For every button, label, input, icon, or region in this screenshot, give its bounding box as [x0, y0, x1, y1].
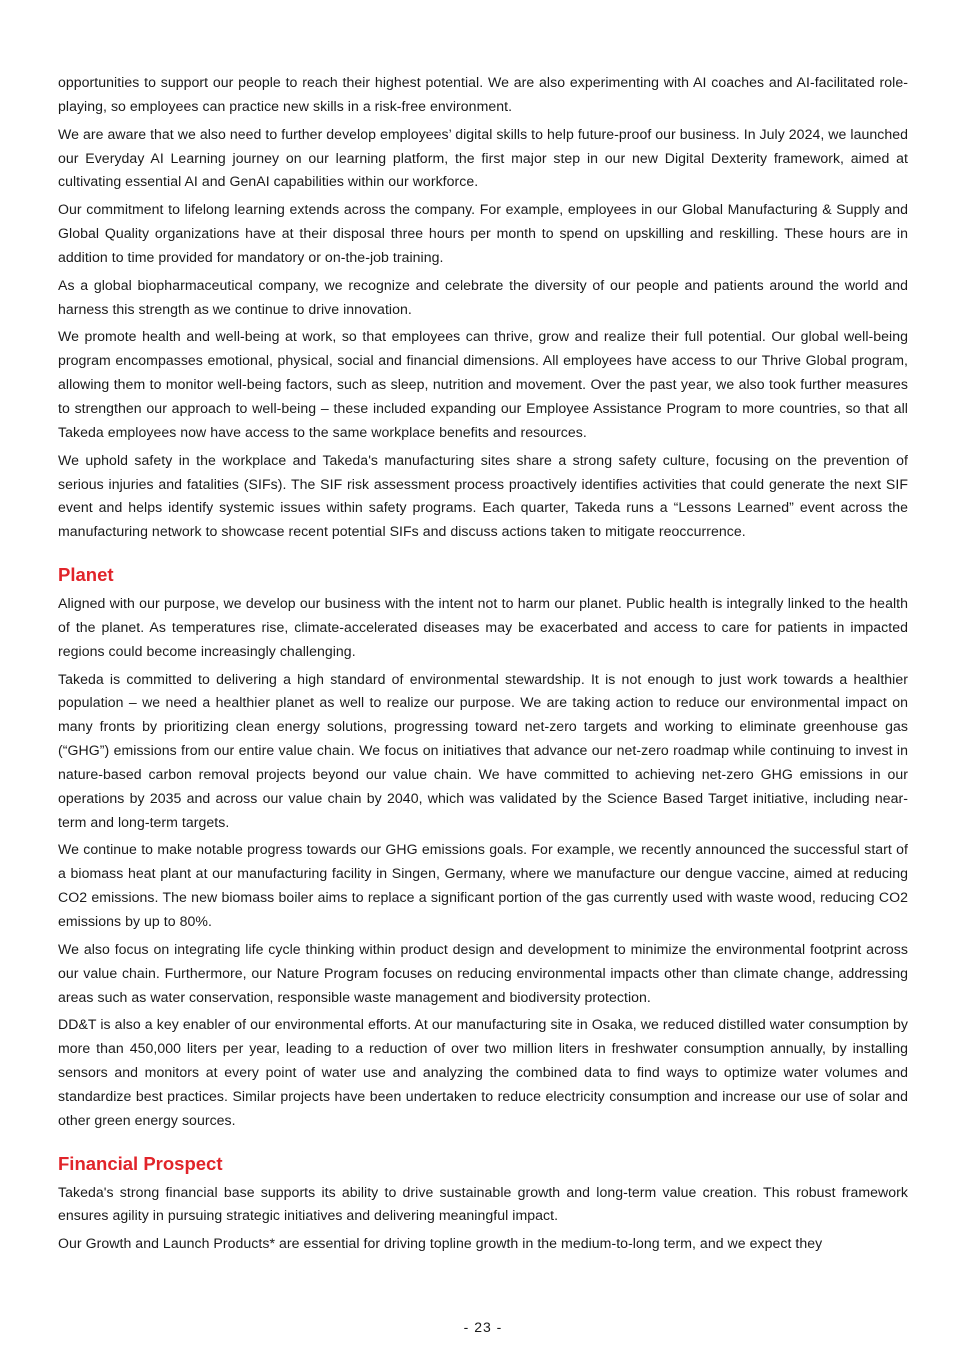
- financial-prospect-heading: Financial Prospect: [58, 1152, 223, 1174]
- financial-paragraph-2: Our Growth and Launch Products* are essential for driving topline growth in the medium-to-long term, and we expect they: [58, 1235, 823, 1252]
- people-paragraph-3: Our commitment to lifelong learning extends across the company. For example, employees in our Global Manufacturing & Supply and Global Quality organizations have at their disposal three hours per month to spend on upskilling and reskilling. These hours are in addition to time provided for mandatory or on-the-job training.: [58, 201, 908, 265]
- planet-heading: Planet: [58, 564, 114, 586]
- people-paragraph-1: opportunities to support our people to reach their highest potential. We are also experimenting with AI coaches and AI-facilitated role-playing, so employees can practice new skills in a risk-free environment.: [58, 74, 908, 114]
- planet-paragraph-4: We also focus on integrating life cycle thinking within product design and development to minimize the environmental footprint across our value chain. Furthermore, our Nature Program focuses on reducing environmental impacts other than climate change, addressing areas such as water conservation, responsible waste management and biodiversity protection.: [58, 940, 908, 1005]
- people-paragraph-4: As a global biopharmaceutical company, we recognize and celebrate the diversity of our people and patients around the world and harness this strength as we continue to drive innovation.: [58, 276, 908, 317]
- people-paragraph-6: We uphold safety in the workplace and Takeda's manufacturing sites share a strong safety culture, focusing on the prevention of serious injuries and fatalities (SIFs). The SIF risk assessment process proactively identifies activities that could generate the next SIF event and helps identify systemic issues within safety programs. Each quarter, Takeda runs a “Lessons Learned” event across the manufacturing network to showcase recent potential SIFs and discuss actions taken to mitigate reoccurrence.: [58, 451, 908, 540]
- document-page: [58, 71, 908, 1260]
- page-number: - 23 -: [463, 1319, 503, 1335]
- planet-paragraph-1: Aligned with our purpose, we develop our business with the intent not to harm our planet. Public health is integrally linked to the health of the planet. As temperatures rise, climate-accelerated diseases may be exacerbated and access to care for patients in impacted regions could become increasingly challenging.: [58, 595, 908, 659]
- financial-paragraph-1: Takeda's strong financial base supports its ability to drive sustainable growth and long-term value creation. This robust framework ensures agility in pursuing strategic initiatives and delivering meaningful impact.: [58, 1183, 908, 1224]
- people-paragraph-2: We are aware that we also need to further develop employees’ digital skills to help future-proof our business. In July 2024, we launched our Everyday AI Learning journey on our learning platform, the first major step in our new Digital Dexterity framework, aimed at cultivating essential AI and GenAI capabilities within our workforce.: [58, 125, 908, 190]
- planet-paragraph-2: Takeda is committed to delivering a high standard of environmental stewardship. It is not enough to just work towards a healthier population – we need a healthier planet as well to realize our purpose. We are taking action to reduce our environmental impact on many fronts by prioritizing clean energy solutions, progressing toward net-zero targets and working to eliminate greenhouse gas (“GHG”) emissions from our entire value chain. We focus on initiatives that advance our net-zero roadmap while continuing to invest in nature-based carbon removal projects beyond our value chain. We have committed to achieving net-zero GHG emissions in our operations by 2035 and across our value chain by 2040, which was validated by the Science Based Target initiative, including near-term and long-term targets.: [58, 670, 908, 830]
- planet-paragraph-5: DD&T is also a key enabler of our environmental efforts. At our manufacturing site in Osaka, we reduced distilled water consumption by more than 450,000 liters per year, leading to a reduction of over two million liters in freshwater consumption annually, by installing sensors and monitors at every point of water use and analyzing the combined data to find ways to optimize water volumes and standardize best practices. Similar projects have been undertaken to reduce electricity consumption and increase our use of solar and other green energy sources.: [58, 1016, 908, 1128]
- planet-paragraph-3: We continue to make notable progress towards our GHG emissions goals. For example, we recently announced the successful start of a biomass heat plant at our manufacturing facility in Singen, Germany, where we manufacture our dengue vaccine, aimed at reducing CO2 emissions. The new biomass boiler aims to replace a significant portion of the gas currently used with waste wood, reducing CO2 emissions by up to 80%.: [58, 841, 908, 929]
- people-paragraph-5: We promote health and well-being at work, so that employees can thrive, grow and realize their full potential. Our global well-being program encompasses emotional, physical, social and financial dimensions. All employees have access to our Thrive Global program, allowing them to monitor well-being factors, such as sleep, nutrition and movement. Over the past year, we also took further measures to strengthen our approach to well-being – these included expanding our Employee Assistance Program to more countries, so that all Takeda employees now have access to the same workplace benefits and resources.: [58, 328, 908, 440]
